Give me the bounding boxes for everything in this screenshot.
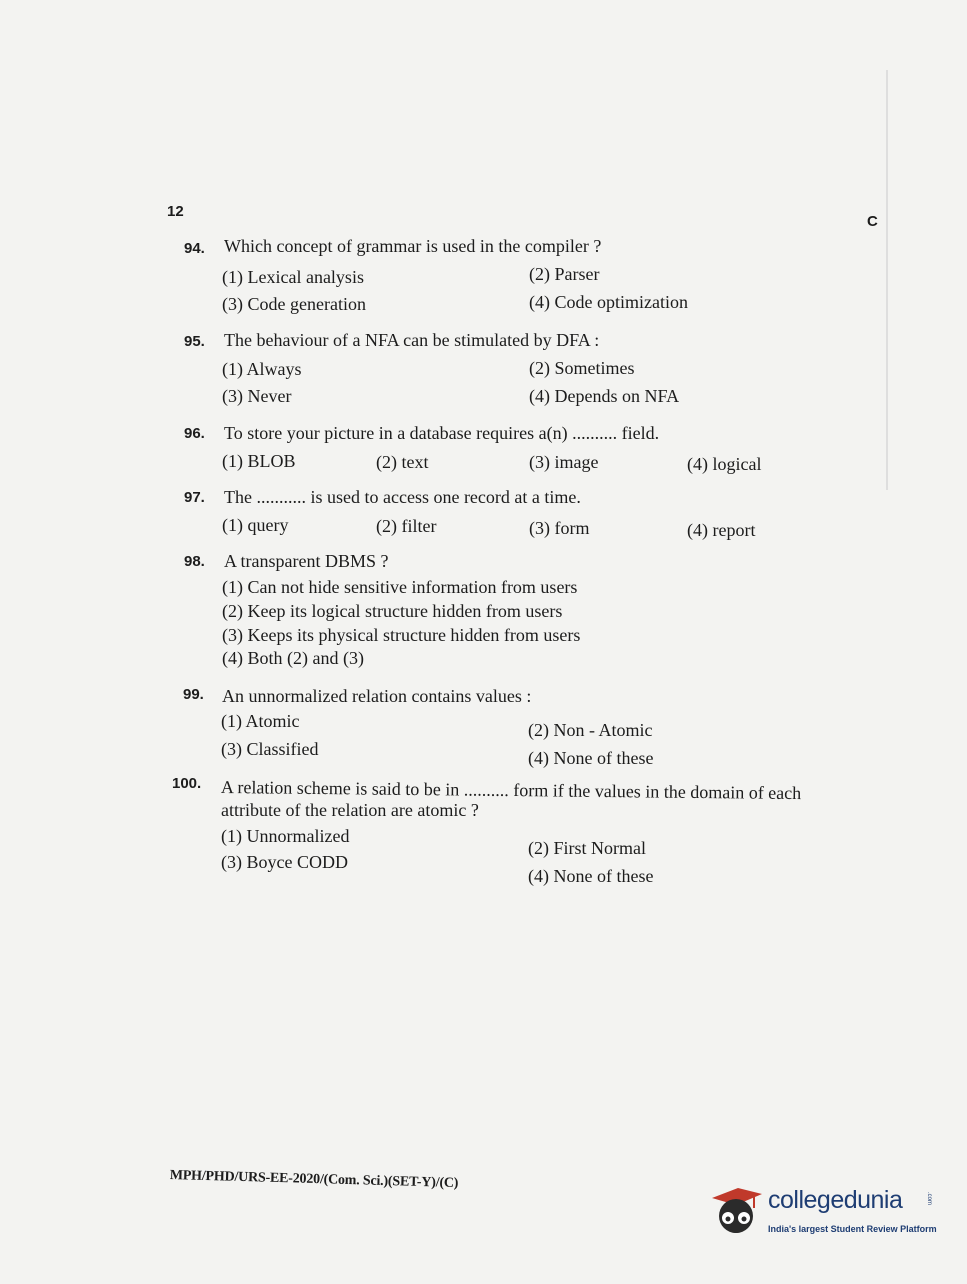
question-text: The behaviour of a NFA can be stimulated by DFA : xyxy=(224,330,600,350)
option-4: (4) logical xyxy=(687,454,762,474)
option-4: (4) Both (2) and (3) xyxy=(222,648,364,668)
option-2: (2) text xyxy=(376,452,429,472)
question-text: To store your picture in a database requires a(n) .......... field. xyxy=(224,423,660,443)
option-2: (2) Keep its logical structure hidden from users xyxy=(222,601,563,621)
paper-code-footer: MPH/PHD/URS-EE-2020/(Com. Sci.)(SET-Y)/(C) xyxy=(169,1168,459,1192)
option-1: (1) Lexical analysis xyxy=(222,267,364,287)
option-3: (3) Keeps its physical structure hidden from users xyxy=(222,625,581,645)
question-number: 100. xyxy=(172,775,202,792)
option-4: (4) None of these xyxy=(528,748,654,768)
question-text: The ........... is used to access one record at a time. xyxy=(224,487,581,507)
option-4: (4) Code optimization xyxy=(529,292,688,312)
option-3: (3) Boyce CODD xyxy=(221,852,348,872)
question-text: A relation scheme is said to be in .......... form if the values in the domain of each xyxy=(220,777,802,804)
option-4: (4) Depends on NFA xyxy=(529,386,680,406)
logo-suffix: .com xyxy=(926,1192,932,1206)
option-1: (1) Always xyxy=(222,359,302,379)
set-letter: C xyxy=(867,213,878,230)
question-number: 96. xyxy=(184,425,205,442)
option-4: (4) None of these xyxy=(528,866,654,886)
question-text: A transparent DBMS ? xyxy=(224,551,389,571)
option-2: (2) Sometimes xyxy=(529,358,635,378)
question-number: 95. xyxy=(184,333,205,350)
option-3: (3) Never xyxy=(222,386,292,406)
option-1: (1) Can not hide sensitive information from users xyxy=(222,577,578,597)
collegedunia-logo xyxy=(708,1178,938,1248)
question-number: 97. xyxy=(184,489,205,506)
page-edge-shadow xyxy=(886,70,888,490)
option-2: (2) First Normal xyxy=(528,838,646,858)
option-2: (2) Non - Atomic xyxy=(528,720,653,740)
question-number: 94. xyxy=(184,240,205,257)
option-2: (2) filter xyxy=(376,516,437,536)
question-text: Which concept of grammar is used in the compiler ? xyxy=(224,236,602,256)
option-1: (1) query xyxy=(222,515,289,535)
logo-wordmark: collegedunia xyxy=(768,1186,903,1214)
option-3: (3) image xyxy=(529,452,599,472)
option-1: (1) Unnormalized xyxy=(221,826,350,846)
option-3: (3) Code generation xyxy=(222,294,366,314)
option-3: (3) Classified xyxy=(221,739,319,759)
question-number: 99. xyxy=(183,686,204,703)
option-1: (1) Atomic xyxy=(221,711,300,731)
option-2: (2) Parser xyxy=(529,264,600,284)
option-1: (1) BLOB xyxy=(222,451,296,471)
question-text-continued: attribute of the relation are atomic ? xyxy=(221,800,479,820)
logo-tagline: India's largest Student Review Platform xyxy=(768,1224,937,1234)
question-number: 98. xyxy=(184,553,205,570)
page-number: 12 xyxy=(167,203,184,220)
question-text: An unnormalized relation contains values : xyxy=(222,686,532,706)
logo-mascot-icon xyxy=(708,1178,766,1240)
option-3: (3) form xyxy=(529,518,590,538)
option-4: (4) report xyxy=(687,520,756,540)
